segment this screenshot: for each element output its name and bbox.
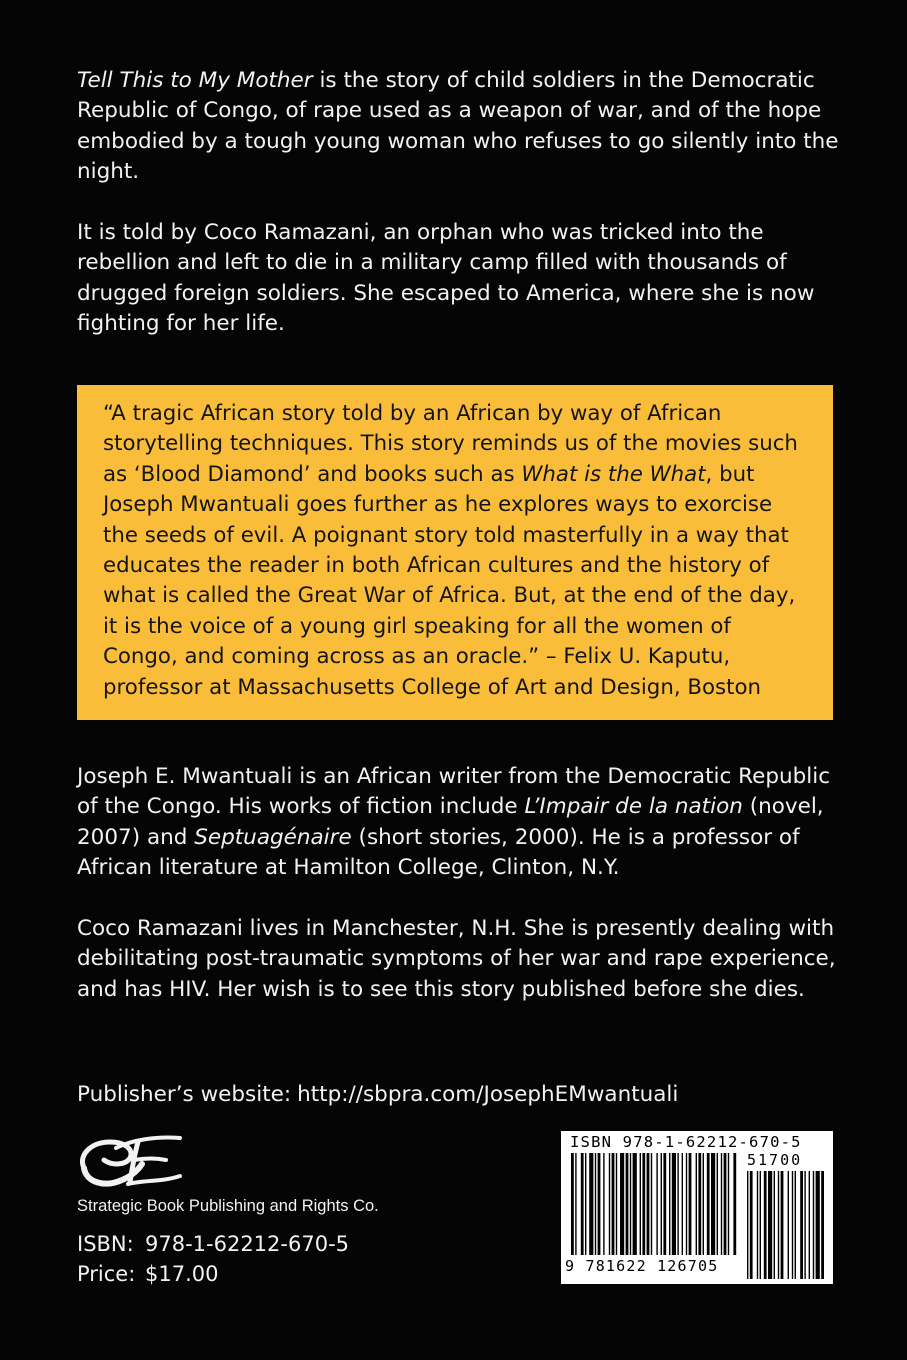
barcode-bar	[672, 1153, 676, 1255]
barcode-bar	[581, 1153, 584, 1255]
barcode-bar	[721, 1153, 722, 1255]
barcode-bar	[620, 1153, 624, 1255]
barcode-bar	[711, 1153, 715, 1255]
barcode-bar	[630, 1153, 631, 1255]
work-title-2: Septuagénaire	[194, 824, 352, 850]
price-label: Price:	[77, 1262, 136, 1286]
barcode-bar	[603, 1153, 604, 1255]
barcode-bar	[589, 1153, 593, 1255]
barcode-bar	[647, 1153, 650, 1255]
barcode-addon-bar	[760, 1171, 761, 1279]
barcode-addon-bar	[768, 1171, 772, 1279]
barcode-addon-bar	[816, 1171, 820, 1279]
barcode-isbn-text: ISBN 978-1-62212-670-5	[570, 1133, 802, 1151]
barcode-bar	[698, 1153, 701, 1255]
work-title-1: L’Impair de la nation	[524, 794, 743, 820]
publisher-name: Strategic Book Publishing and Rights Co.	[77, 1197, 379, 1215]
barcode-addon-bar	[792, 1171, 793, 1279]
barcode-bar	[682, 1153, 683, 1255]
barcode-addon-bar	[778, 1171, 779, 1279]
barcode-bar	[661, 1153, 662, 1255]
barcode-bar	[598, 1153, 601, 1255]
barcode-bar	[733, 1153, 736, 1255]
website-label: Publisher’s website:	[77, 1082, 292, 1107]
barcode-addon-bar	[764, 1171, 767, 1279]
barcode-addon-bar	[804, 1171, 805, 1279]
barcode-bar	[571, 1153, 574, 1255]
barcode-addon-bar	[795, 1171, 796, 1279]
barcode-bar	[595, 1153, 596, 1255]
barcode-bar	[651, 1153, 652, 1255]
barcode-bar	[669, 1153, 670, 1255]
barcode-bar	[717, 1153, 718, 1255]
book-title: Tell This to My Mother	[77, 68, 313, 93]
barcode-bar	[677, 1153, 678, 1255]
barcode	[561, 1131, 833, 1284]
barcode-bar	[686, 1153, 687, 1255]
quoted-book-title: What is the What	[521, 461, 706, 487]
barcode-addon-bar	[750, 1171, 753, 1279]
barcode-bar	[663, 1153, 666, 1255]
barcode-addon-text: 51700	[747, 1151, 803, 1169]
barcode-bar	[707, 1153, 710, 1255]
review-quote: “A tragic African story told by an African by way of African storytelling techniques. This story reminds us of the movies such as ‘Blood Diamond’ and books such as What is the What, but Joseph Mwantuali goes further as he explores ways to exorcise the seeds of evil. A poignant story told masterfully in a way that educates the reader in both African cultures and the history of what is called the Great War of Africa. But, at the end of the day, it is the voice of a young girl speaking for all the women of Congo, and coming across as an oracle.” – Felix U. Kaputu, professor at Massachusetts College of Art and Design, Boston	[103, 401, 798, 700]
barcode-addon-bar	[813, 1171, 814, 1279]
barcode-bar	[728, 1153, 729, 1255]
review-quote-box	[77, 385, 833, 720]
barcode-bar	[642, 1153, 645, 1255]
barcode-bar	[575, 1153, 576, 1255]
barcode-bar	[609, 1153, 610, 1255]
description-paragraph-1: Tell This to My Mother is the story of child soldiers in the Democratic Republic of Congo, of rape used as a weapon of war, and of the hope embodied by a tough young woman who refuses to go silently into the night.	[77, 68, 839, 184]
author-bio: Joseph E. Mwantuali is an African writer from the Democratic Republic of the Congo. His works of fiction include L’Impair de la nation (novel, 2007) and Septuagénaire (short stories, 2000). He is a professor of African literature at Hamilton College, Clinton, N.Y.	[77, 764, 831, 880]
subject-bio: Coco Ramazani lives in Manchester, N.H. She is presently dealing with debilitating post-traumatic symptoms of her war and rape experience, and has HIV. Her wish is to see this story published before she dies.	[77, 916, 836, 1002]
barcode-bar	[703, 1153, 704, 1255]
publisher-website	[77, 1082, 684, 1107]
barcode-bar	[724, 1153, 727, 1255]
barcode-bar	[585, 1153, 586, 1255]
barcode-bar	[612, 1153, 615, 1255]
barcode-bar	[696, 1153, 697, 1255]
barcode-addon-bar	[757, 1171, 758, 1279]
barcode-bar	[656, 1153, 657, 1255]
barcode-addon-bar	[788, 1171, 789, 1279]
barcode-addon-bar	[747, 1171, 748, 1279]
barcode-bar	[689, 1153, 692, 1255]
description-paragraph-2: It is told by Coco Ramazani, an orphan who was tricked into the rebellion and left to die in a military camp filled with thousands of drugged foreign soldiers. She escaped to America, where she is now fighting for her life.	[77, 220, 815, 336]
sbpra-logo-icon	[76, 1130, 184, 1190]
isbn-value: 978-1-62212-670-5	[145, 1232, 350, 1256]
barcode-bar	[633, 1153, 637, 1255]
barcode-addon-bar	[809, 1171, 810, 1279]
barcode-addon-bar	[781, 1171, 784, 1279]
website-url[interactable]: http://sbpra.com/JosephEMwantuali	[297, 1082, 679, 1107]
price-value: $17.00	[145, 1262, 219, 1286]
price-row	[77, 1262, 218, 1286]
isbn-row	[77, 1232, 349, 1256]
barcode-bar	[640, 1153, 641, 1255]
isbn-label: ISBN:	[77, 1232, 134, 1256]
barcode-bar	[626, 1153, 629, 1255]
barcode-addon-bar	[774, 1171, 775, 1279]
barcode-addon-bar	[821, 1171, 824, 1279]
barcode-addon-bar	[800, 1171, 803, 1279]
barcode-digits: 9 781622 126705	[565, 1257, 719, 1275]
barcode-bar	[616, 1153, 617, 1255]
